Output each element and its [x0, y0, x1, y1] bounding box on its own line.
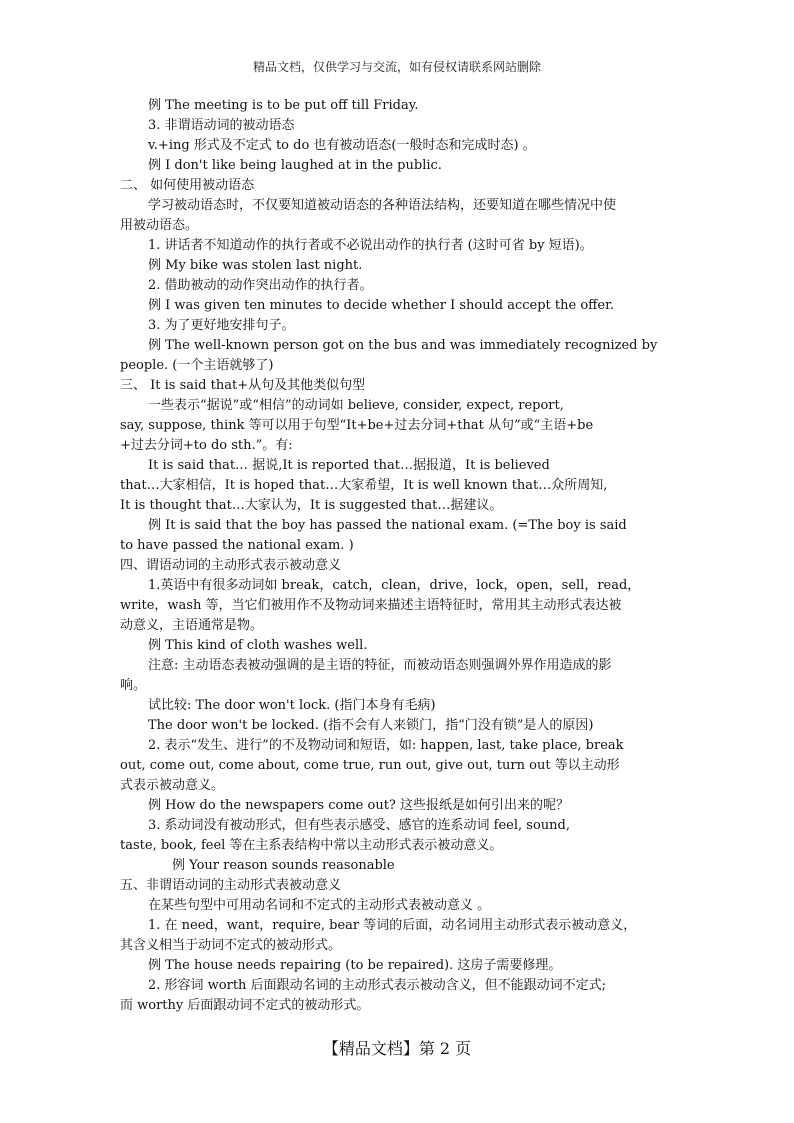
text-line: 而 worthy 后面跟动词不定式的被动形式。	[120, 998, 370, 1013]
text-line: 一些表示“据说”或“相信”的动词如 believe, consider, expect, report,	[148, 398, 564, 413]
text-line: to have passed the national exam. )	[120, 538, 354, 553]
text-line: 3. 系动词没有被动形式，但有些表示感受、感官的连系动词 feel, sound,	[148, 818, 570, 833]
text-line: 例 I was given ten minutes to decide whether I should accept the offer.	[148, 298, 614, 313]
text-line: 例 Your reason sounds reasonable	[172, 858, 395, 873]
text-line: write，wash 等，当它们被用作不及物动词来描述主语特征时，常用其主动形式表达被	[120, 598, 622, 613]
text-line: The door won't be locked. (指不会有人来锁门，指“门没有锁”是人的原因)	[148, 718, 594, 733]
text-line: that…大家相信，It is hoped that…大家希望，It is well known that…众所周知,	[120, 478, 608, 493]
text-line: 1.英语中有很多动词如 break，catch，clean，drive，lock，open，sell，read，	[148, 578, 641, 593]
page-header: 精品文档，仅供学习与交流，如有侵权请联系网站删除	[252, 60, 541, 74]
text-line: 1. 在 need，want，require, bear 等词的后面，动名词用主动形式表示被动意义，	[148, 918, 637, 933]
text-line: say, suppose, think 等可以用于句型“It+be+过去分词+that 从句”或“主语+be	[120, 418, 594, 433]
text-line: 试比较: The door won't lock. (指门本身有毛病)	[148, 698, 436, 713]
text-line: 响。	[120, 678, 147, 693]
text-line: 例 How do the newspapers come out? 这些报纸是如何引出来的呢？	[148, 798, 570, 813]
text-line: 1. 讲话者不知道动作的执行者或不必说出动作的执行者 (这时可省 by 短语)。	[148, 238, 593, 253]
text-line: 在某些句型中可用动名词和不定式的主动形式表被动意义 。	[148, 898, 491, 913]
text-line: 式表示被动意义。	[120, 778, 225, 793]
text-line: 其含义相当于动词不定式的被动形式。	[120, 938, 342, 953]
text-line: 3. 为了更好地安排句子。	[148, 318, 295, 333]
text-line: 学习被动语态时，不仅要知道被动语态的各种语法结构，还要知道在哪些情况中使	[148, 198, 617, 213]
text-line: 例 The meeting is to be put off till Friday.	[148, 98, 419, 113]
text-line: 例 The house needs repairing (to be repaired). 这房子需要修理。	[148, 958, 562, 973]
text-line: v.+ing 形式及不定式 to do 也有被动语态(一般时态和完成时态) 。	[148, 138, 536, 153]
text-line: 3. 非谓语动词的被动语态	[148, 118, 295, 133]
text-line: It is thought that…大家认为，It is suggested that…据建议。	[120, 498, 503, 513]
text-line: 例 It is said that the boy has passed the national exam. (=The boy is said	[148, 518, 627, 533]
text-line: +过去分词+to do sth.”。有:	[120, 438, 293, 453]
text-line: 三、 It is said that+从句及其他类似句型	[120, 378, 366, 393]
page-footer: 【精品文档】第 2 页	[322, 1039, 472, 1058]
text-line: 动意义，主语通常是物。	[120, 618, 264, 633]
text-line: people. (一个主语就够了)	[120, 358, 274, 373]
text-line: 二、 如何使用被动语态	[120, 178, 255, 193]
text-line: 五、非谓语动词的主动形式表被动意义	[120, 878, 342, 893]
text-line: out, come out, come about, come true, run out, give out, turn out 等以主动形	[120, 758, 620, 773]
text-line: 例 The well-known person got on the bus and was immediately recognized by	[148, 338, 658, 353]
document-body	[120, 96, 720, 1016]
text-line: 注意: 主动语态表被动强调的是主语的特征，而被动语态则强调外界作用造成的影	[148, 658, 612, 673]
text-line: 例 This kind of cloth washes well.	[148, 638, 368, 653]
text-line: 2. 表示“发生、进行”的不及物动词和短语，如: happen, last, take place, break	[148, 738, 624, 753]
text-line: 2. 形容词 worth 后面跟动名词的主动形式表示被动含义，但不能跟动词不定式;	[148, 978, 606, 993]
text-line: It is said that… 据说,It is reported that…据报道，It is believed	[148, 458, 550, 473]
text-line: 例 I don't like being laughed at in the public.	[148, 158, 442, 173]
text-line: 四、谓语动词的主动形式表示被动意义	[120, 558, 342, 573]
text-line: 例 My bike was stolen last night.	[148, 258, 363, 273]
text-line: taste, book, feel 等在主系表结构中常以主动形式表示被动意义。	[120, 838, 503, 853]
text-line: 2. 借助被动的动作突出动作的执行者。	[148, 278, 373, 293]
text-line: 用被动语态。	[120, 218, 199, 233]
